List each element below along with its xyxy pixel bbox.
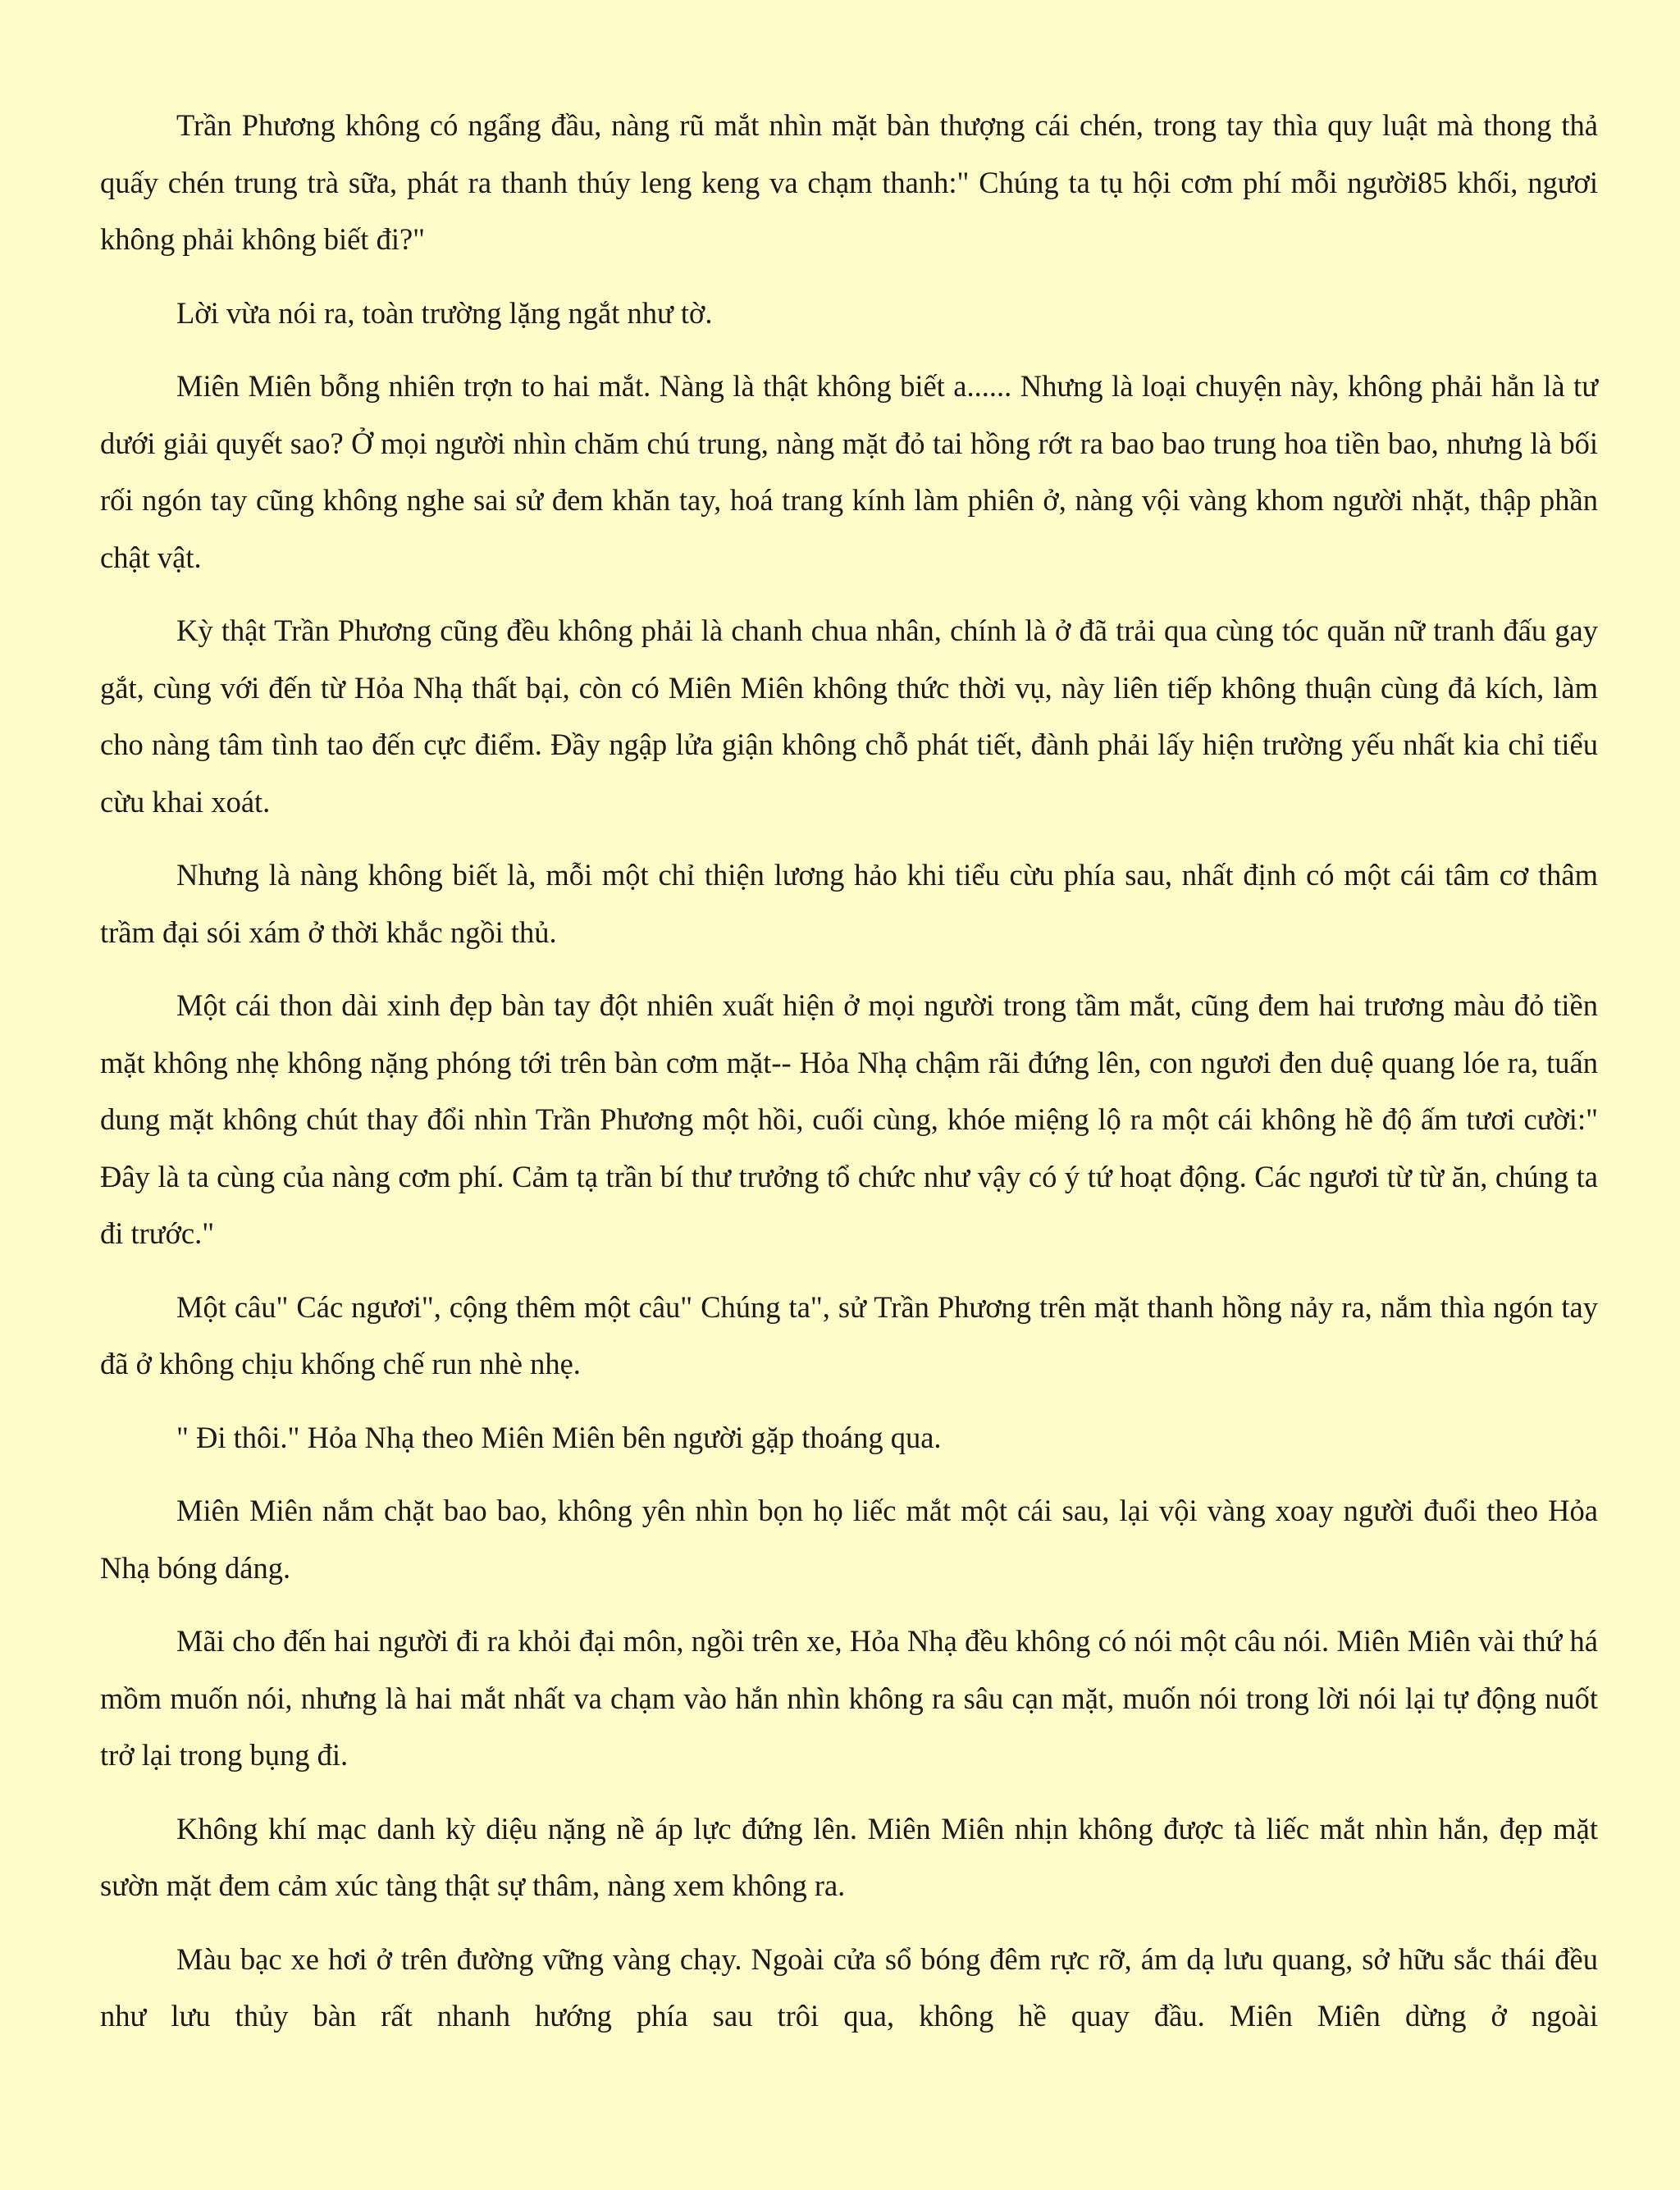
paragraph: Một câu" Các ngươi", cộng thêm một câu" Chúng ta", sử Trần Phương trên mặt thanh hồng nảy ra, nắm thìa ngón tay đã ở không chịu khống chế run nhè nhẹ. bbox=[100, 1289, 1598, 1380]
paragraph: Màu bạc xe hơi ở trên đường vững vàng chạy. Ngoài cửa sổ bóng đêm rực rỡ, ám dạ lưu quang, sở hữu sắc thái đều như lưu thủy bàn rất nhanh hướng phía sau trôi qua, không hề quay đầu. Miên Miên dừng ở ngoài bbox=[100, 1941, 1598, 2033]
paragraph: Mãi cho đến hai người đi ra khỏi đại môn, ngồi trên xe, Hỏa Nhạ đều không có nói một câu nói. Miên Miên vài thứ há mồm muốn nói, nhưng là hai mắt nhất va chạm vào hắn nhìn không ra sâu cạn mặt, muốn nói trong lời nói lại tự động nuốt trở lại trong bụng đi. bbox=[100, 1624, 1598, 1772]
paragraph: Lời vừa nói ra, toàn trường lặng ngắt như tờ. bbox=[176, 295, 713, 330]
paragraph: Không khí mạc danh kỳ diệu nặng nề áp lực đứng lên. Miên Miên nhịn không được tà liếc mắt nhìn hắn, đẹp mặt sườn mặt đem cảm xúc tàng thật sự thâm, nàng xem không ra. bbox=[100, 1811, 1598, 1902]
paragraph: Kỳ thật Trần Phương cũng đều không phải là chanh chua nhân, chính là ở đã trải qua cùng tóc quăn nữ tranh đấu gay gắt, cùng với đến từ Hỏa Nhạ thất bại, còn có Miên Miên không thức thời vụ, này liên tiếp không thuận cùng đả kích, làm cho nàng tâm tình tao đến cực điểm. Đầy ngập lửa giận không chỗ phát tiết, đành phải lấy hiện trường yếu nhất kia chỉ tiểu cừu khai xoát. bbox=[100, 614, 1598, 819]
paragraph: " Đi thôi." Hỏa Nhạ theo Miên Miên bên người gặp thoáng qua. bbox=[176, 1420, 942, 1454]
paragraph: Một cái thon dài xinh đẹp bàn tay đột nhiên xuất hiện ở mọi người trong tầm mắt, cũng đem hai trương màu đỏ tiền mặt không nhẹ không nặng phóng tới trên bàn cơm mặt-- Hỏa Nhạ chậm rãi đứng lên, con ngươi đen duệ quang lóe ra, tuấn dung mặt không chút thay đổi nhìn Trần Phương một hồi, cuối cùng, khóe miệng lộ ra một cái không hề độ ấm tươi cười:" Đây là ta cùng của nàng cơm phí. Cảm tạ trần bí thư trưởng tổ chức như vậy có ý tứ hoạt động. Các ngươi từ từ ăn, chúng ta đi trước." bbox=[100, 988, 1598, 1250]
paragraph: Nhưng là nàng không biết là, mỗi một chỉ thiện lương hảo khi tiểu cừu phía sau, nhất định có một cái tâm cơ thâm trầm đại sói xám ở thời khắc ngồi thủ. bbox=[100, 858, 1598, 949]
paragraph: Trần Phương không có ngẩng đầu, nàng rũ mắt nhìn mặt bàn thượng cái chén, trong tay thìa quy luật mà thong thả quấy chén trung trà sữa, phát ra thanh thúy leng keng va chạm thanh:" Chúng ta tụ hội cơm phí mỗi người85 khối, ngươi không phải không biết đi?" bbox=[100, 108, 1598, 256]
paragraph: Miên Miên nắm chặt bao bao, không yên nhìn bọn họ liếc mắt một cái sau, lại vội vàng xoay người đuổi theo Hỏa Nhạ bóng dáng. bbox=[100, 1494, 1598, 1585]
document-page bbox=[100, 97, 1598, 2061]
paragraph: Miên Miên bỗng nhiên trợn to hai mắt. Nàng là thật không biết a...... Nhưng là loại chuyện này, không phải hẳn là tư dưới giải quyết sao? Ở mọi người nhìn chăm chú trung, nàng mặt đỏ tai hồng rớt ra bao bao trung hoa tiền bao, nhưng là bối rối ngón tay cũng không nghe sai sử đem khăn tay, hoá trang kính làm phiên ở, nàng vội vàng khom người nhặt, thập phần chật vật. bbox=[100, 369, 1598, 574]
